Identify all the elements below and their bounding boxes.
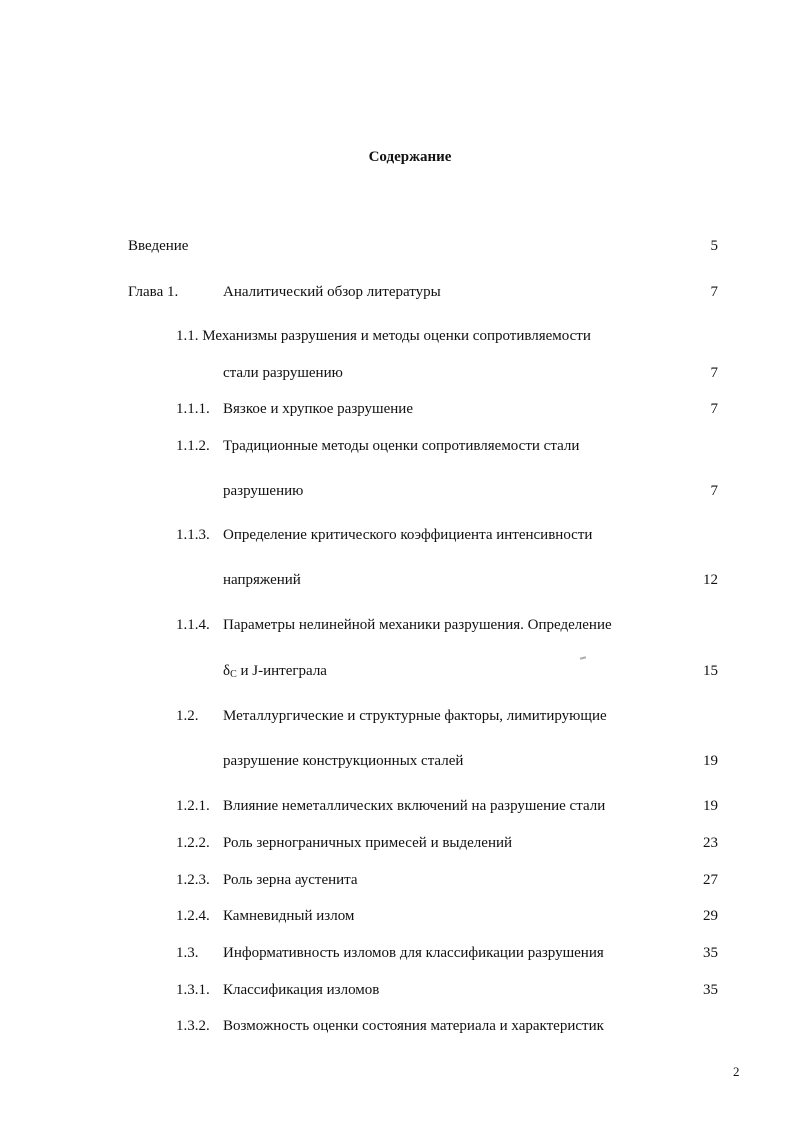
toc-entry-page: 7 — [710, 483, 718, 499]
toc-entry-number: 1.3.2. — [176, 1018, 210, 1034]
toc-entry-number: 1.3.1. — [176, 982, 210, 998]
toc-entry-page: 27 — [703, 872, 718, 888]
scan-speck — [580, 656, 586, 659]
toc-entry-number: 1.1.1. — [176, 401, 210, 417]
toc-entry-page: 23 — [703, 835, 718, 851]
toc-entry-continuation: стали разрушению — [223, 365, 343, 381]
page-title: Содержание — [368, 149, 452, 165]
toc-entry-number: Глава 1. — [128, 284, 179, 300]
toc-entry-text: Вязкое и хрупкое разрушение — [223, 401, 413, 417]
toc-entry-text: Возможность оценки состояния материала и характеристик — [223, 1018, 604, 1034]
toc-entry-text: Информативность изломов для классификации разрушения — [223, 945, 604, 961]
toc-entry-text: Определение критического коэффициента интенсивности — [223, 527, 593, 543]
toc-entry-page: 5 — [710, 238, 718, 254]
toc-entry-text: Роль зернограничных примесей и выделений — [223, 835, 513, 851]
toc-entry-page: 15 — [703, 663, 718, 679]
toc-entry-page: 7 — [710, 284, 718, 300]
toc-entry-number: 1.1.2. — [176, 438, 210, 454]
delta-symbol: δ — [223, 663, 231, 679]
toc-entry-number: 1.2.4. — [176, 908, 210, 924]
toc-entry-page: 7 — [710, 401, 718, 417]
toc-entry-page: 35 — [703, 982, 718, 998]
toc-entry-text: Параметры нелинейной механики разрушения. Определение — [223, 617, 612, 633]
toc-entry-continuation — [223, 662, 327, 684]
toc-entry-label: Введение — [128, 238, 189, 254]
toc-entry-number: 1.3. — [176, 945, 199, 961]
toc-entry-number: 1.2. — [176, 708, 199, 724]
toc-entry-text: Традиционные методы оценки сопротивляемости стали — [223, 438, 580, 454]
toc-entry-continuation: напряжений — [223, 572, 301, 588]
toc-entry-number: 1.2.2. — [176, 835, 210, 851]
toc-entry-text: Классификация изломов — [223, 982, 380, 998]
toc-entry-page: 35 — [703, 945, 718, 961]
toc-entry-page: 29 — [703, 908, 718, 924]
toc-entry-text: Камневидный излом — [223, 908, 355, 924]
toc-entry-number: 1.1.4. — [176, 617, 210, 633]
toc-entry-continuation-text: и J-интеграла — [240, 663, 327, 679]
toc-entry-page: 19 — [703, 753, 718, 769]
toc-entry-text: Металлургические и структурные факторы, лимитирующие — [223, 708, 607, 724]
toc-entry-page: 19 — [703, 798, 718, 814]
delta-subscript: C — [230, 669, 237, 680]
toc-entry-text: Аналитический обзор литературы — [223, 284, 441, 300]
toc-entry-text: Роль зерна аустенита — [223, 872, 358, 888]
toc-entry-continuation: разрушение конструкционных сталей — [223, 753, 464, 769]
toc-entry-number: 1.2.3. — [176, 872, 210, 888]
page-number: 2 — [733, 1064, 740, 1079]
toc-entry-continuation: разрушению — [223, 483, 304, 499]
toc-entry-text: 1.1. Механизмы разрушения и методы оценки сопротивляемости — [176, 328, 591, 344]
toc-entry-page: 7 — [710, 365, 718, 381]
toc-entry-number: 1.1.3. — [176, 527, 210, 543]
toc-entry-number: 1.2.1. — [176, 798, 210, 814]
toc-entry-page: 12 — [703, 572, 718, 588]
toc-entry-text: Влияние неметаллических включений на разрушение стали — [223, 798, 606, 814]
